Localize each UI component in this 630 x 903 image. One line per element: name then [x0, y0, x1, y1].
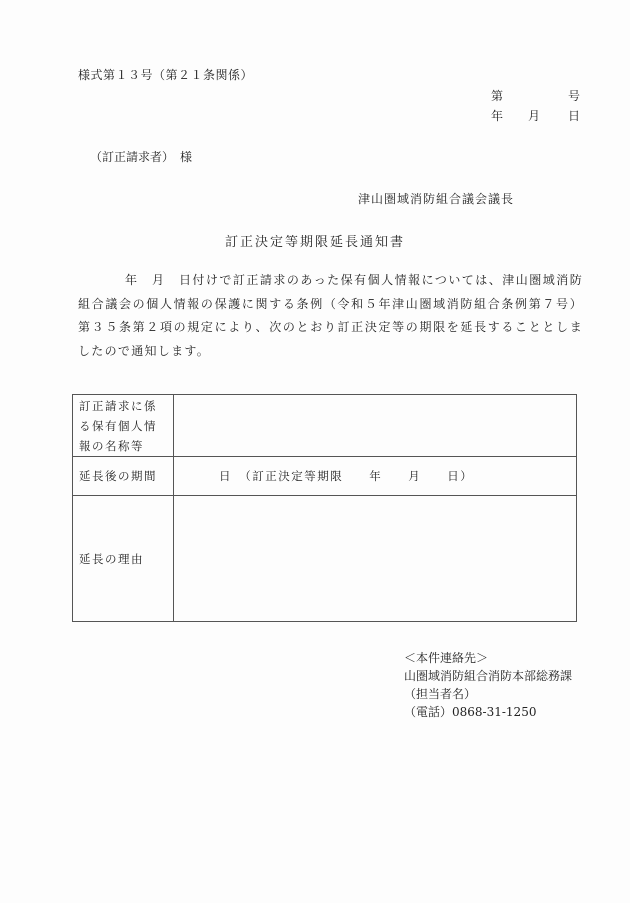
- recipient: （訂正請求者） 様: [90, 150, 193, 164]
- row-value: 日 （訂正決定等期限 年 月 日）: [174, 457, 577, 496]
- document-title: 訂正決定等期限延長通知書: [224, 235, 405, 250]
- row-value: [174, 395, 577, 457]
- body-text: 年 月 日付けで訂正請求のあった保有個人情報については、津山圏域消防組合議会の個人情報の保護に関する条例（令和５年津山圏域消防組合条例第７号）第３５条第２項の規定により、次のとおり訂正決定等の期限を延長することとしましたので通知します。: [78, 273, 583, 358]
- contact-phone: （電話）0868-31-1250: [404, 705, 537, 719]
- row-label: 延長の理由: [73, 496, 174, 622]
- row-label: 延長後の期間: [73, 457, 174, 496]
- row-label: 訂正請求に係る保有個人情報の名称等: [73, 395, 174, 457]
- details-table: [72, 394, 577, 622]
- table-row: [73, 457, 577, 496]
- contact-department: 山圏域消防組合消防本部総務課: [404, 669, 573, 683]
- row-value: [174, 496, 577, 622]
- number-suffix: 号: [568, 89, 581, 103]
- sender: 津山圏域消防組合議会議長: [358, 192, 515, 206]
- number-prefix: 第: [491, 89, 504, 103]
- table-row: [73, 496, 577, 622]
- date-year: 年: [491, 109, 504, 123]
- date-month: 月: [528, 109, 541, 123]
- contact-heading: ＜本件連絡先＞: [404, 651, 489, 665]
- contact-person: （担当者名）: [404, 687, 477, 701]
- date-day: 日: [568, 109, 581, 123]
- form-number: 様式第１３号（第２１条関係）: [78, 68, 254, 82]
- table-row: [73, 395, 577, 457]
- contact-block: [404, 649, 572, 721]
